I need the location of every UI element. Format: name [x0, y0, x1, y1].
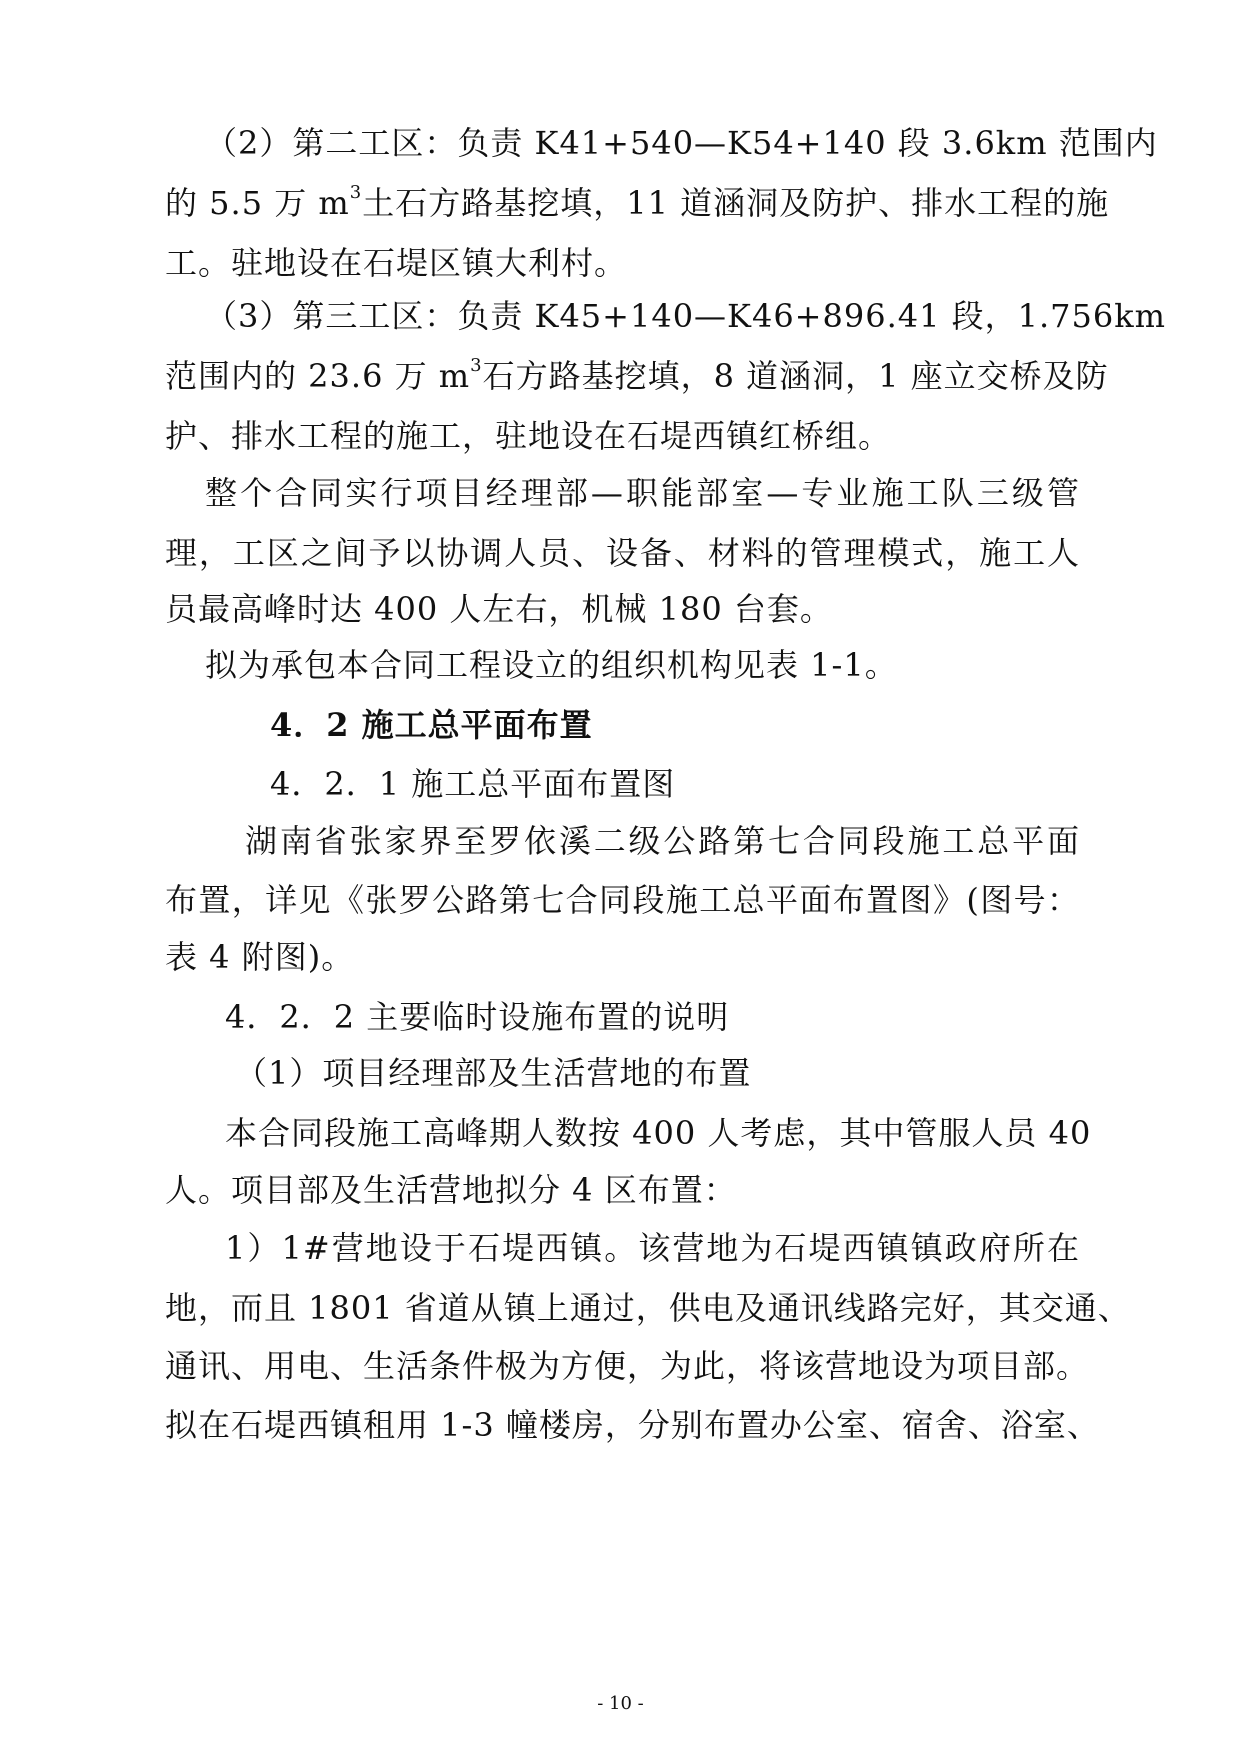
paragraph-line: 1）1#营地设于石堤西镇。该营地为石堤西镇镇政府所在: [225, 1229, 1080, 1267]
paragraph-line: 员最高峰时达 400 人左右，机械 180 台套。: [165, 590, 833, 628]
paragraph-line: （3）第三工区：负责 K45+140—K46+896.41 段，1.756km: [205, 297, 1166, 335]
paragraph-line: 地，而且 1801 省道从镇上通过，供电及通讯线路完好，其交通、: [165, 1289, 1131, 1327]
paragraph-line: 理，工区之间予以协调人员、设备、材料的管理模式，施工人: [165, 534, 1080, 572]
paragraph-line: 护、排水工程的施工，驻地设在石堤西镇红桥组。: [165, 417, 892, 455]
paragraph-line: 拟为承包本合同工程设立的组织机构见表 1-1。: [205, 646, 898, 684]
paragraph-line: 本合同段施工高峰期人数按 400 人考虑，其中管服人员 40: [225, 1114, 1092, 1152]
paragraph-line: 人。项目部及生活营地拟分 4 区布置：: [165, 1171, 737, 1209]
paragraph-line: 的 5.5 万 $m^3$土石方路基挖填，11 道涵洞及防护、排水工程的施: [165, 182, 1110, 222]
subsection-heading: 4．2．1 施工总平面布置图: [270, 765, 676, 803]
paragraph-line: 布置，详见《张罗公路第七合同段施工总平面布置图》(图号：: [165, 881, 1080, 919]
paragraph-line: 范围内的 23.6 万 $m^3$石方路基挖填，8 道涵洞，1 座立交桥及防: [165, 355, 1109, 395]
paragraph-line: 工。驻地设在石堤区镇大利村。: [165, 244, 628, 282]
subsection-heading: 4．2．2 主要临时设施布置的说明: [225, 998, 730, 1036]
paragraph-line: 拟在石堤西镇租用 1-3 幢楼房，分别布置办公室、宿舍、浴室、: [165, 1406, 1100, 1444]
item-heading: （1）项目经理部及生活营地的布置: [235, 1054, 752, 1092]
paragraph-line: 通讯、用电、生活条件极为方便，为此，将该营地设为项目部。: [165, 1347, 1090, 1385]
paragraph-line: 整个合同实行项目经理部—职能部室—专业施工队三级管: [205, 474, 1080, 512]
paragraph-line: （2）第二工区：负责 K41+540—K54+140 段 3.6km 范围内: [205, 124, 1158, 162]
section-heading: 4．2 施工总平面布置: [270, 706, 593, 744]
paragraph-line: 表 4 附图)。: [165, 938, 355, 976]
page-number: - 10 -: [597, 1693, 644, 1714]
paragraph-line: 湖南省张家界至罗依溪二级公路第七合同段施工总平面: [245, 822, 1080, 860]
